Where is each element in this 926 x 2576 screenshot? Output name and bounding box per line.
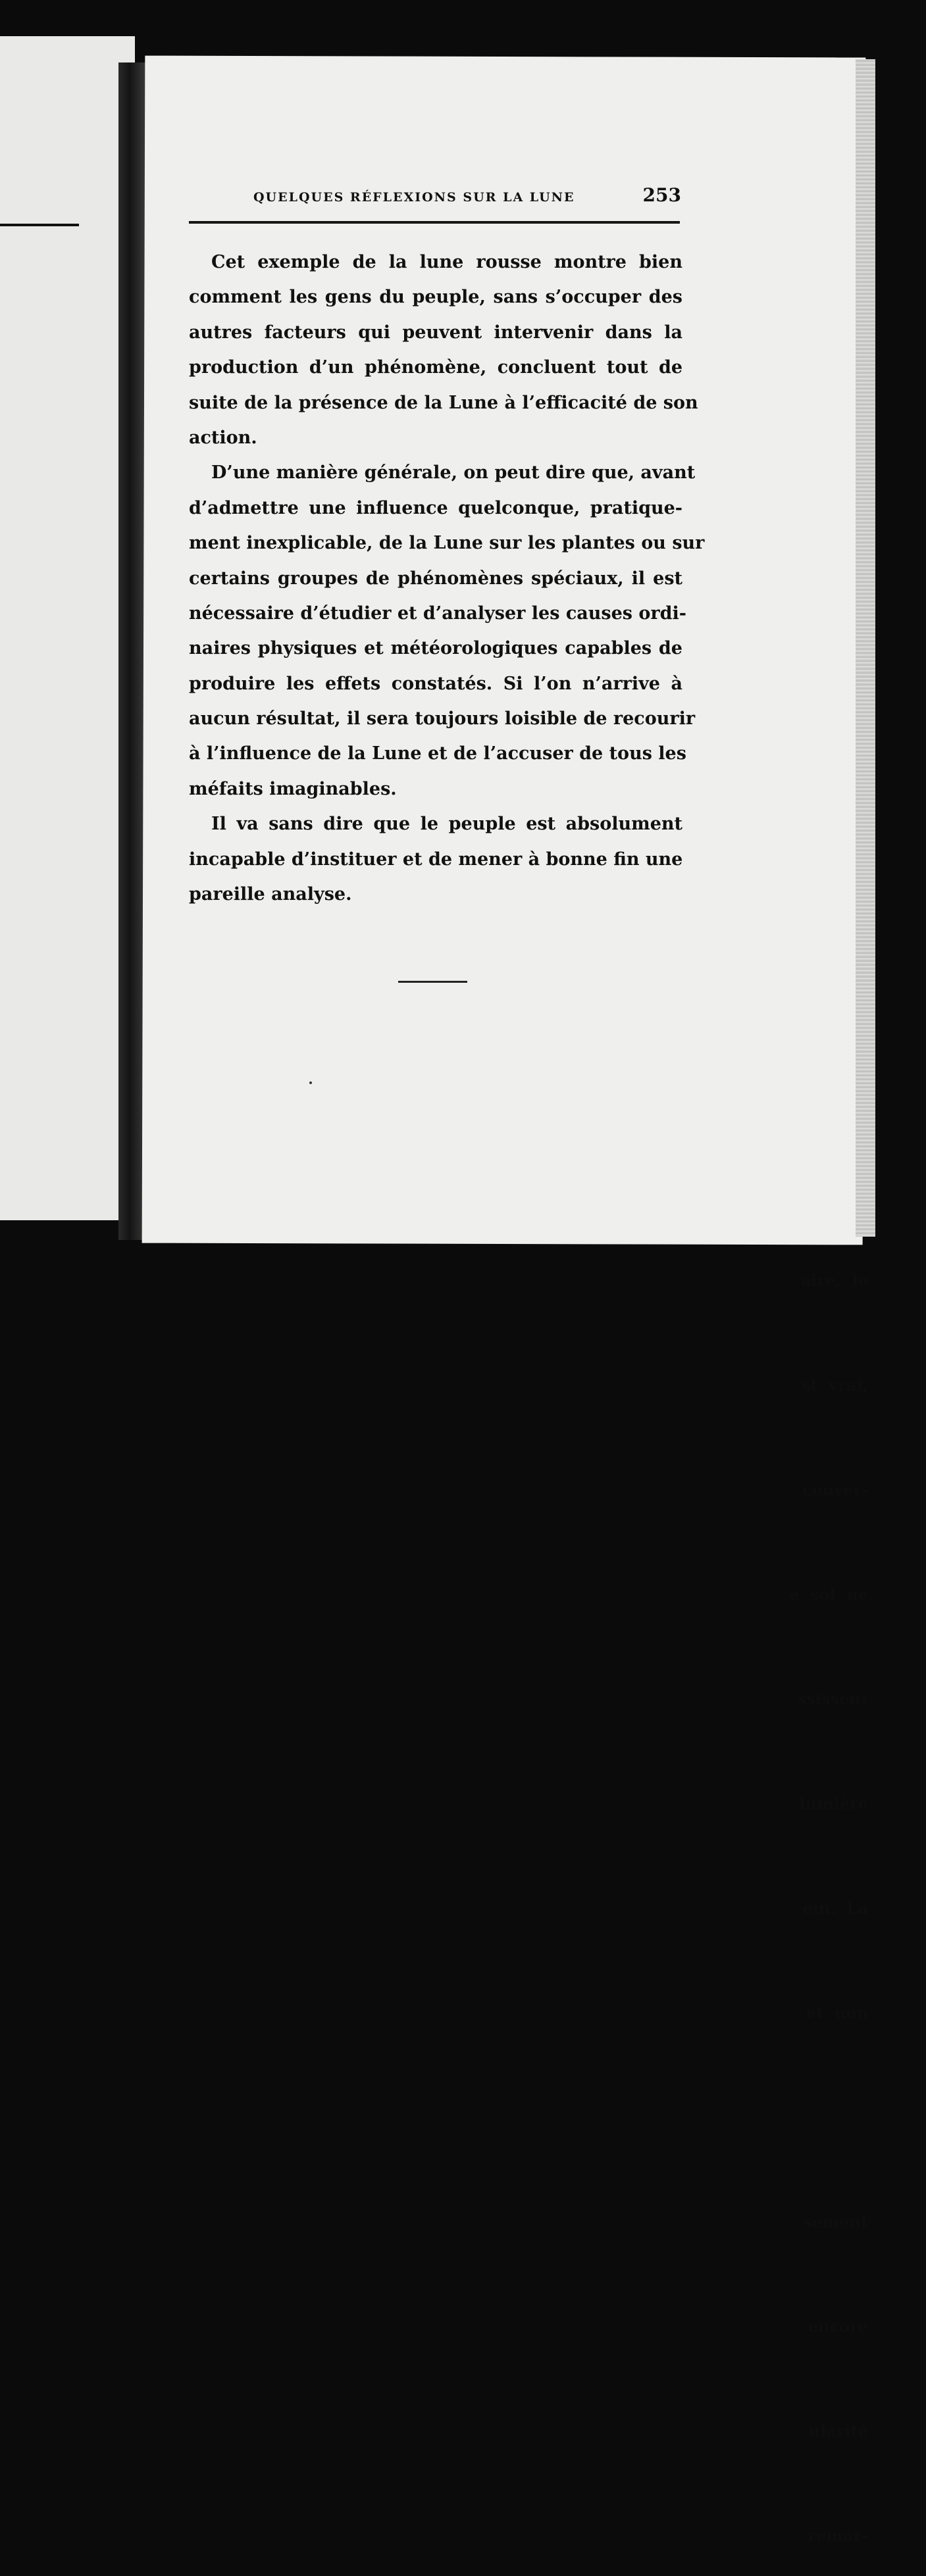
paragraph-line: produire les effets constatés. Si l’on n’arrive à bbox=[189, 673, 682, 694]
left-line: ein. La bbox=[802, 1898, 868, 1918]
paragraph-line: suite de la présence de la Lune à l’efficacité de son bbox=[189, 392, 698, 413]
paragraph-line: D’une manière générale, on peut dire que, avant bbox=[211, 462, 696, 483]
paragraph-line: d’admettre une influence quelconque, pratique- bbox=[189, 497, 682, 518]
paragraph-line: autres facteurs qui peuvent intervenir dans la bbox=[189, 322, 682, 343]
left-line: aire, le bbox=[800, 1271, 868, 1290]
paragraph-line: incapable d’instituer et de mener à bonne fin une bbox=[189, 849, 683, 870]
left-page-head-rule bbox=[0, 224, 79, 226]
left-line: couver- bbox=[802, 1480, 868, 1499]
paragraph-line: naires physiques et météorologiques capables de bbox=[189, 638, 682, 659]
running-title: QUELQUES RÉFLEXIONS SUR LA LUNE bbox=[253, 190, 575, 205]
paragraph-line: action. bbox=[189, 427, 257, 448]
paragraph-line: ment inexplicable, de la Lune sur les plantes ou sur bbox=[189, 533, 705, 554]
paragraph-line: nécessaire d’étudier et d’analyser les causes ordi- bbox=[189, 603, 686, 624]
running-head bbox=[253, 184, 681, 206]
paragraph-line: pareille analyse. bbox=[189, 884, 352, 905]
paragraph-line: Cet exemple de la lune rousse montre bien bbox=[211, 252, 682, 272]
left-line: e sol ne bbox=[788, 1585, 868, 1604]
left-line: encore bbox=[808, 2317, 868, 2336]
left-line: ssissent bbox=[798, 1689, 868, 1708]
page-number: 253 bbox=[642, 184, 681, 206]
left-line: st vrai, bbox=[802, 1375, 868, 1395]
paragraph-line: aucun résultat, il sera toujours loisible de recourir bbox=[189, 708, 696, 730]
body-text bbox=[189, 245, 705, 912]
end-rule bbox=[398, 981, 467, 983]
left-line: remar- bbox=[808, 2526, 868, 2545]
paragraph-line: à l’influence de la Lune et de l’accuser de tous les bbox=[189, 743, 686, 764]
left-line: ularité bbox=[808, 2421, 868, 2440]
stray-dot bbox=[309, 1081, 312, 1084]
left-line: sement bbox=[804, 2212, 868, 2231]
paragraph-line: Il va sans dire que le peuple est absolument bbox=[211, 814, 682, 835]
head-rule bbox=[189, 221, 680, 224]
paragraph-line: production d’un phénomène, concluent tout de bbox=[189, 357, 682, 378]
left-line: lumière bbox=[799, 1794, 868, 1813]
paragraph-line: méfaits imaginables. bbox=[189, 778, 397, 799]
paragraph-line: comment les gens du peuple, sans s’occuper des bbox=[189, 287, 682, 308]
left-page bbox=[0, 36, 135, 1220]
left-line bbox=[789, 2100, 868, 2135]
paragraph-line: certains groupes de phénomènes spéciaux, il est bbox=[189, 568, 682, 589]
page-edge bbox=[856, 59, 875, 1237]
left-line: et non bbox=[806, 2003, 868, 2022]
